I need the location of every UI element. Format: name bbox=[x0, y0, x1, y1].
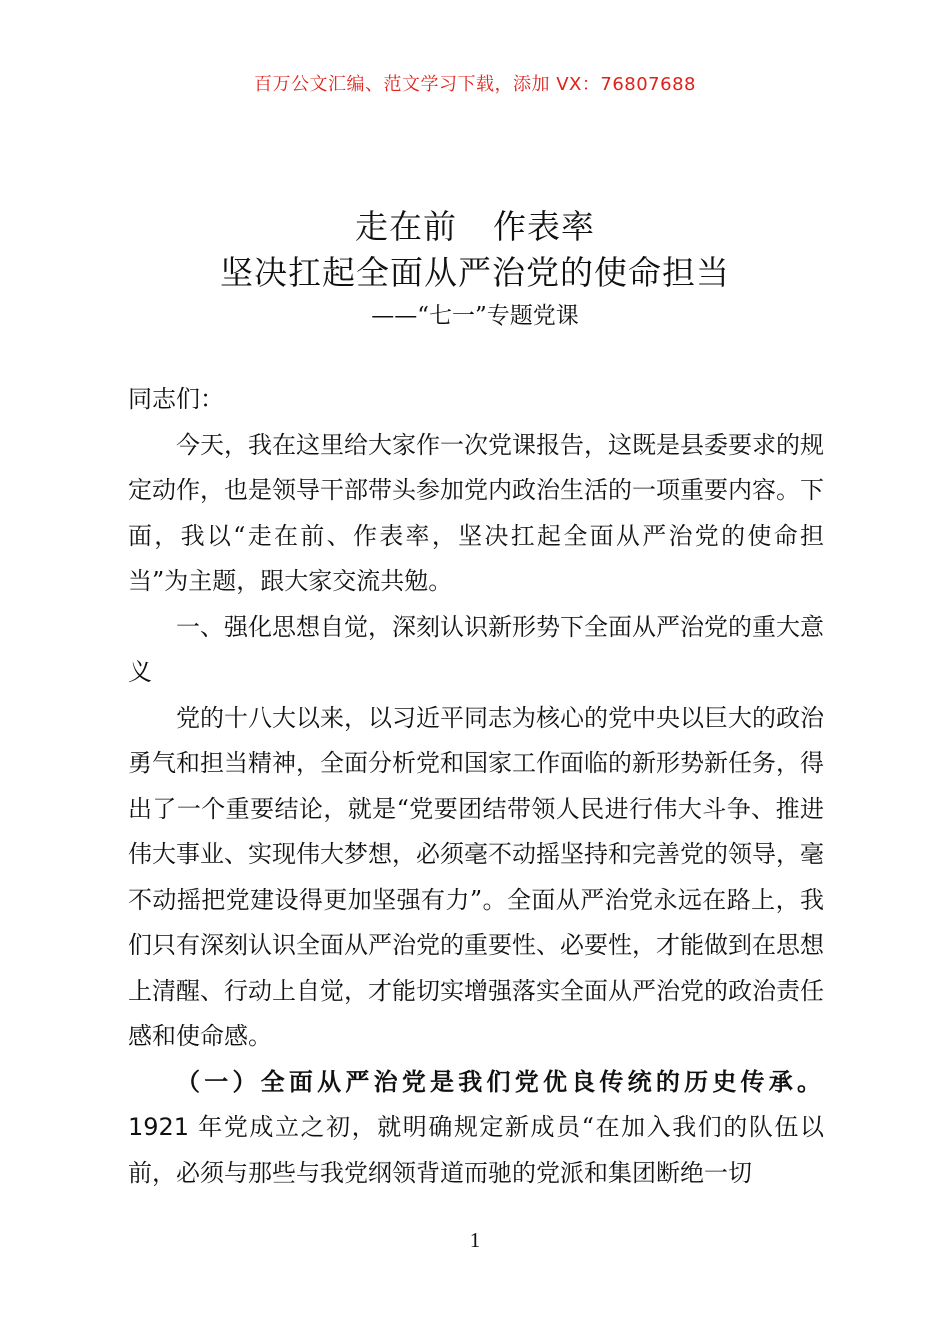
subsection-heading-1: （一）全面从严治党是我们党优良传统的历史传承。 bbox=[176, 1067, 824, 1096]
section-heading-1: 一、强化思想自觉，深刻认识新形势下全面从严治党的重大意义 bbox=[128, 612, 824, 686]
paragraph-intro: 今天，我在这里给大家作一次党课报告，这既是县委要求的规定动作，也是领导干部带头参加党内政治生活的一项重要内容。下面，我以“走在前、作表率，坚决扛起全面从严治党的使命担当”为主题，跟大家交流共勉。 bbox=[128, 430, 824, 595]
header-note: 百万公文汇编、范文学习下载，添加 VX：76807688 bbox=[254, 74, 696, 95]
title-part-1: 走在前 bbox=[355, 207, 457, 246]
title-part-2: 作表率 bbox=[493, 207, 595, 246]
year-1921: 1921 bbox=[128, 1113, 190, 1141]
subtitle: ——“七一”专题党课 bbox=[371, 303, 579, 329]
title-line-2: 坚决扛起全面从严治党的使命担当 bbox=[220, 253, 730, 292]
paragraph-tradition bbox=[128, 1060, 824, 1197]
document-body bbox=[128, 377, 824, 1196]
paragraph-significance: 党的十八大以来，以习近平同志为核心的党中央以巨大的政治勇气和担当精神，全面分析党和国家工作面临的新形势新任务，得出了一个重要结论，就是“党要团结带领人民进行伟大斗争、推进伟大事业、实现伟大梦想，必须毫不动摇坚持和完善党的领导，毫不动摇把党建设得更加坚强有力”。全面从严治党永远在路上，我们只有深刻认识全面从严治党的重要性、必要性，才能做到在思想上清醒、行动上自觉，才能切实增强落实全面从严治党的政治责任感和使命感。 bbox=[128, 703, 824, 1050]
page-number: 1 bbox=[469, 1228, 481, 1252]
title-line-1 bbox=[0, 204, 950, 250]
paragraph-tradition-text: 年党成立之初，就明确规定新成员“在加入我们的队伍以前，必须与那些与我党纲领背道而驰的党派和集团断绝一切 bbox=[128, 1113, 824, 1187]
title-block bbox=[0, 204, 950, 334]
salutation: 同志们： bbox=[128, 385, 224, 413]
